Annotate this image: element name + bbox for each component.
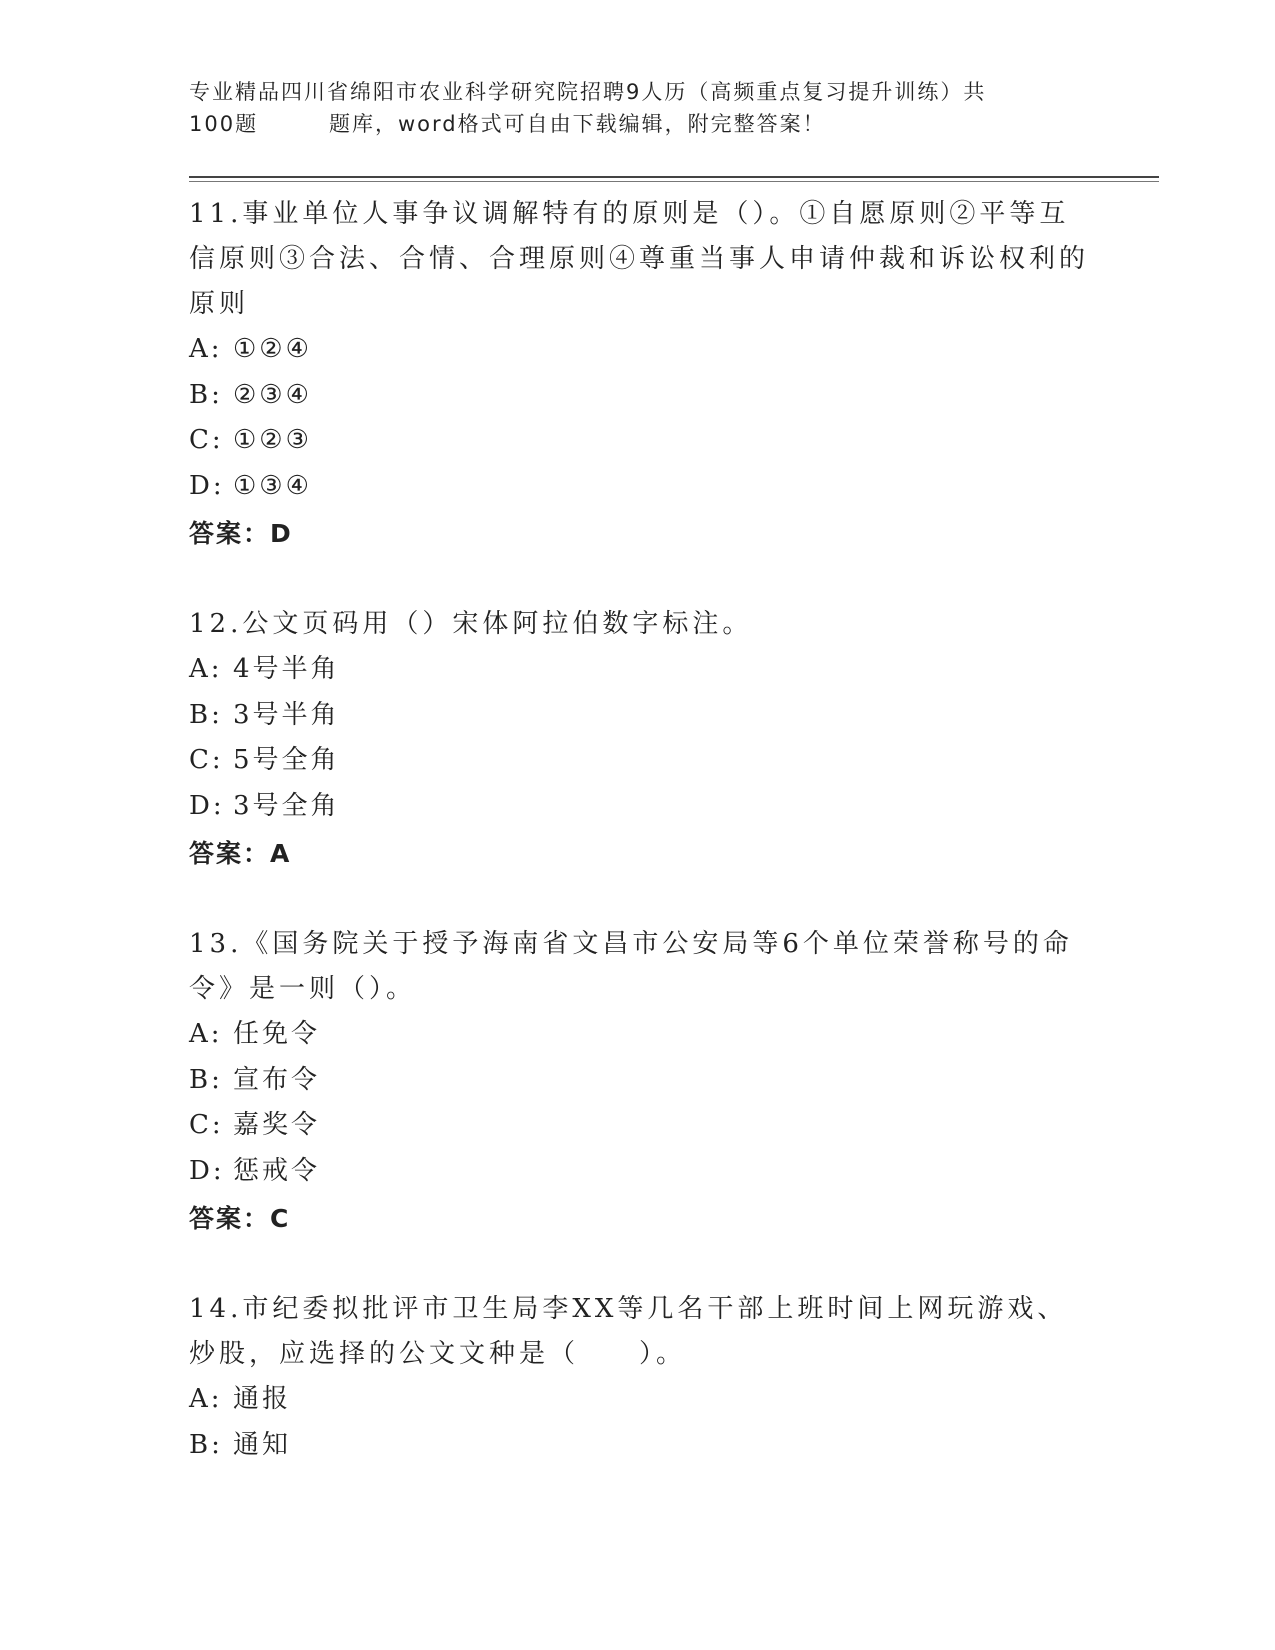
option-key: C: (189, 1110, 224, 1140)
option-b (189, 373, 1089, 419)
option-d (189, 464, 1089, 510)
option-a (189, 1377, 1089, 1423)
option-b (189, 1058, 1089, 1104)
option-text: 通报 (233, 1384, 292, 1414)
option-key: B: (189, 1064, 223, 1095)
question-stem: 13.《国务院关于授予海南省文昌市公安局等6个单位荣誉称号的命令》是一则（）。 (189, 929, 1073, 1004)
question-stem: 11.事业单位人事争议调解特有的原则是（）。①自愿原则②平等互信原则③合法、合情、合理原则④尊重当事人申请仲裁和诉讼权利的原则 (189, 199, 1090, 319)
option-text: 惩戒令 (233, 1155, 321, 1186)
option-c (189, 738, 1089, 784)
option-text: ①③④ (233, 470, 312, 501)
answer-line: 答案：A (189, 839, 292, 868)
question-stem: 14.市纪委拟批评市卫生局李XX等几名干部上班时间上网玩游戏、炒股，应选择的公文文种是（ ）。 (189, 1294, 1068, 1369)
option-key: D: (189, 470, 225, 501)
option-text: 4号半角 (233, 654, 340, 684)
header-title-line: 专业精品四川省绵阳市农业科学研究院招聘9人历（高频重点复习提升训练）共 (189, 80, 987, 104)
option-key: B: (189, 699, 223, 730)
option-a (189, 1012, 1089, 1058)
option-text: 嘉奖令 (233, 1110, 321, 1140)
option-key: A: (189, 334, 223, 364)
option-key: C: (189, 425, 224, 455)
option-key: D: (189, 1155, 225, 1186)
header-divider-thick (189, 176, 1159, 178)
question-item (189, 192, 1089, 557)
option-key: D: (189, 790, 225, 821)
question-item (189, 602, 1089, 877)
option-d (189, 784, 1089, 830)
header-subtitle-text: 题库，word格式可自由下载编辑，附完整答案！ (329, 112, 826, 136)
option-text: ②③④ (233, 379, 312, 410)
option-key: B: (189, 1429, 223, 1460)
option-d (189, 1149, 1089, 1195)
option-text: ①②③ (233, 425, 312, 455)
option-key: A: (189, 654, 223, 684)
option-text: 3号全角 (233, 790, 340, 821)
question-spacer (189, 1242, 1089, 1287)
question-spacer (189, 877, 1089, 922)
question-stem: 12.公文页码用（）宋体阿拉伯数字标注。 (189, 609, 753, 639)
document-header (189, 76, 1089, 140)
option-text: 宣布令 (233, 1064, 321, 1095)
option-text: 任免令 (233, 1019, 321, 1049)
option-a (189, 327, 1089, 373)
option-b (189, 693, 1089, 739)
option-key: A: (189, 1384, 223, 1414)
question-list (189, 192, 1089, 1468)
option-a (189, 647, 1089, 693)
option-key: C: (189, 745, 224, 775)
option-key: A: (189, 1019, 223, 1049)
option-b (189, 1423, 1089, 1469)
option-text: 5号全角 (233, 745, 340, 775)
answer-line: 答案：C (189, 1204, 291, 1233)
question-item (189, 922, 1089, 1242)
option-text: 3号半角 (233, 699, 340, 730)
header-divider-thin (189, 181, 1159, 182)
option-key: B: (189, 379, 223, 410)
question-item (189, 1287, 1089, 1468)
option-c (189, 418, 1089, 464)
question-spacer (189, 557, 1089, 602)
option-text: ①②④ (233, 334, 312, 364)
header-question-count: 100题 (189, 112, 259, 136)
option-text: 通知 (233, 1429, 292, 1460)
answer-line: 答案：D (189, 519, 293, 548)
option-c (189, 1103, 1089, 1149)
header-subtitle-line (189, 108, 1089, 140)
